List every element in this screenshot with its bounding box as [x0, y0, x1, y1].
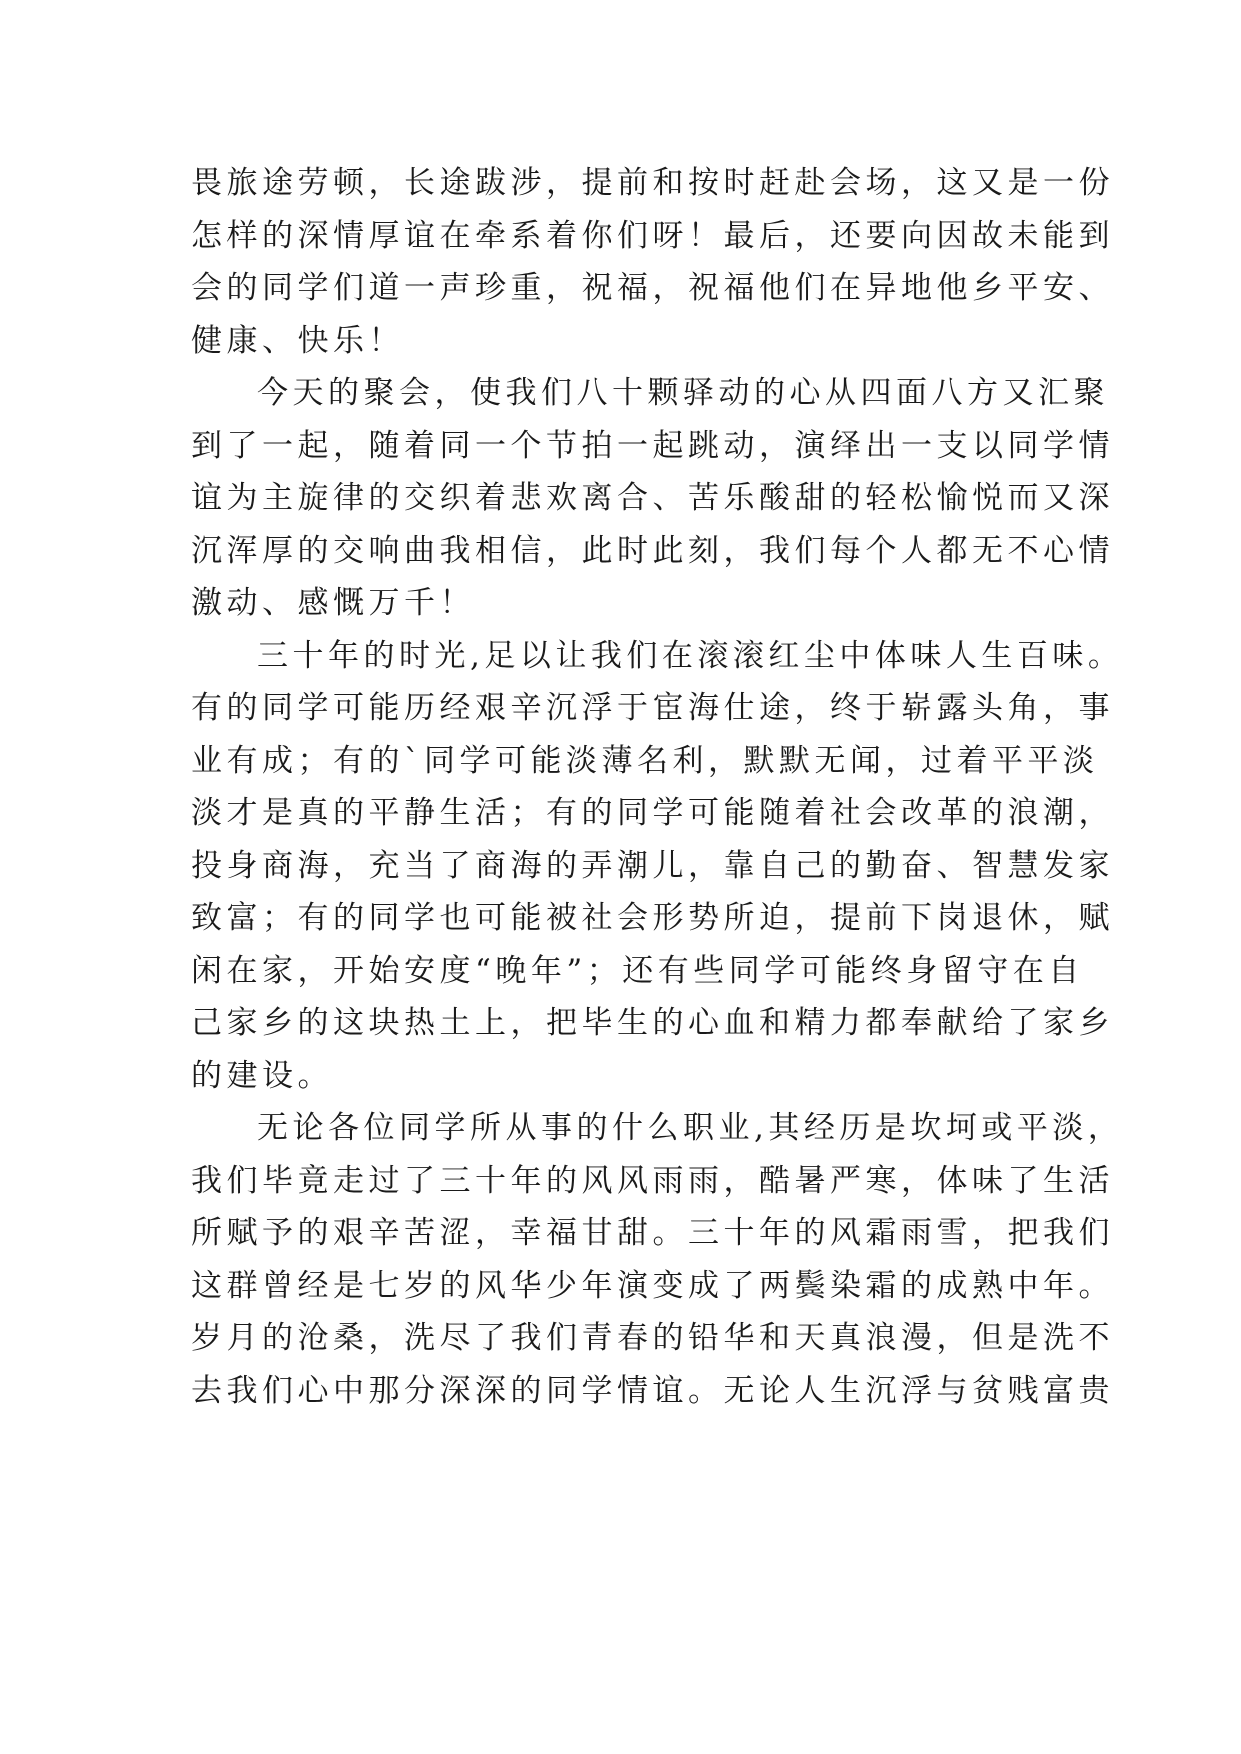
- document-body: [191, 157, 1124, 1417]
- text-line: 所赋予的艰辛苦涩，幸福甘甜。三十年的风霜雨雪，把我们: [191, 1215, 1114, 1251]
- text-line: 我们毕竟走过了三十年的风风雨雨，酷暑严寒，体味了生活: [191, 1162, 1114, 1199]
- text-line: 的建设。: [191, 1057, 333, 1094]
- text-line: 到了一起，随着同一个节拍一起跳动，演绎出一支以同学情: [191, 427, 1114, 464]
- text-line: 岁月的沧桑，洗尽了我们青春的铅华和天真浪漫，但是洗不: [191, 1320, 1114, 1356]
- text-line: 沉浑厚的交响曲我相信，此时此刻，我们每个人都无不心情: [191, 532, 1114, 569]
- text-line: 己家乡的这块热土上，把毕生的心血和精力都奉献给了家乡: [191, 1005, 1114, 1041]
- text-line: 畏旅途劳顿，长途跋涉，提前和按时赶赴会场，这又是一份: [191, 165, 1114, 201]
- text-line: 去我们心中那分深深的同学情谊。无论人生沉浮与贫贱富贵: [191, 1372, 1114, 1409]
- text-line: 健康、快乐！: [191, 322, 404, 359]
- text-line: 今天的聚会，使我们八十颗驿动的心从四面八方又汇聚: [257, 375, 1109, 411]
- text-line: 无论各位同学所从事的什么职业,其经历是坎坷或平淡，: [257, 1110, 1124, 1146]
- text-line: 这群曾经是七岁的风华少年演变成了两鬓染霜的成熟中年。: [191, 1267, 1114, 1304]
- text-line: 致富；有的同学也可能被社会形势所迫，提前下岗退休，赋: [191, 900, 1114, 936]
- text-line: 有的同学可能历经艰辛沉浮于宦海仕途，终于崭露头角，事: [191, 690, 1114, 726]
- text-line: 业有成；有的`同学可能淡薄名利，默默无闻，过着平平淡: [191, 742, 1099, 779]
- text-line: 投身商海，充当了商海的弄潮儿，靠自己的勤奋、智慧发家: [191, 847, 1114, 884]
- text-line: 怎样的深情厚谊在牵系着你们呀！最后，还要向因故未能到: [191, 217, 1114, 254]
- text-line: 谊为主旋律的交织着悲欢离合、苦乐酸甜的轻松愉悦而又深: [191, 480, 1114, 516]
- text-line: 闲在家，开始安度“晚年”；还有些同学可能终身留守在自: [191, 952, 1084, 989]
- text-line: 淡才是真的平静生活；有的同学可能随着社会改革的浪潮，: [191, 795, 1114, 831]
- text-line: 会的同学们道一声珍重，祝福，祝福他们在异地他乡平安、: [191, 270, 1114, 306]
- text-line: 激动、感慨万千！: [191, 585, 475, 621]
- text-line: 三十年的时光,足以让我们在滚滚红尘中体味人生百味。: [257, 637, 1124, 674]
